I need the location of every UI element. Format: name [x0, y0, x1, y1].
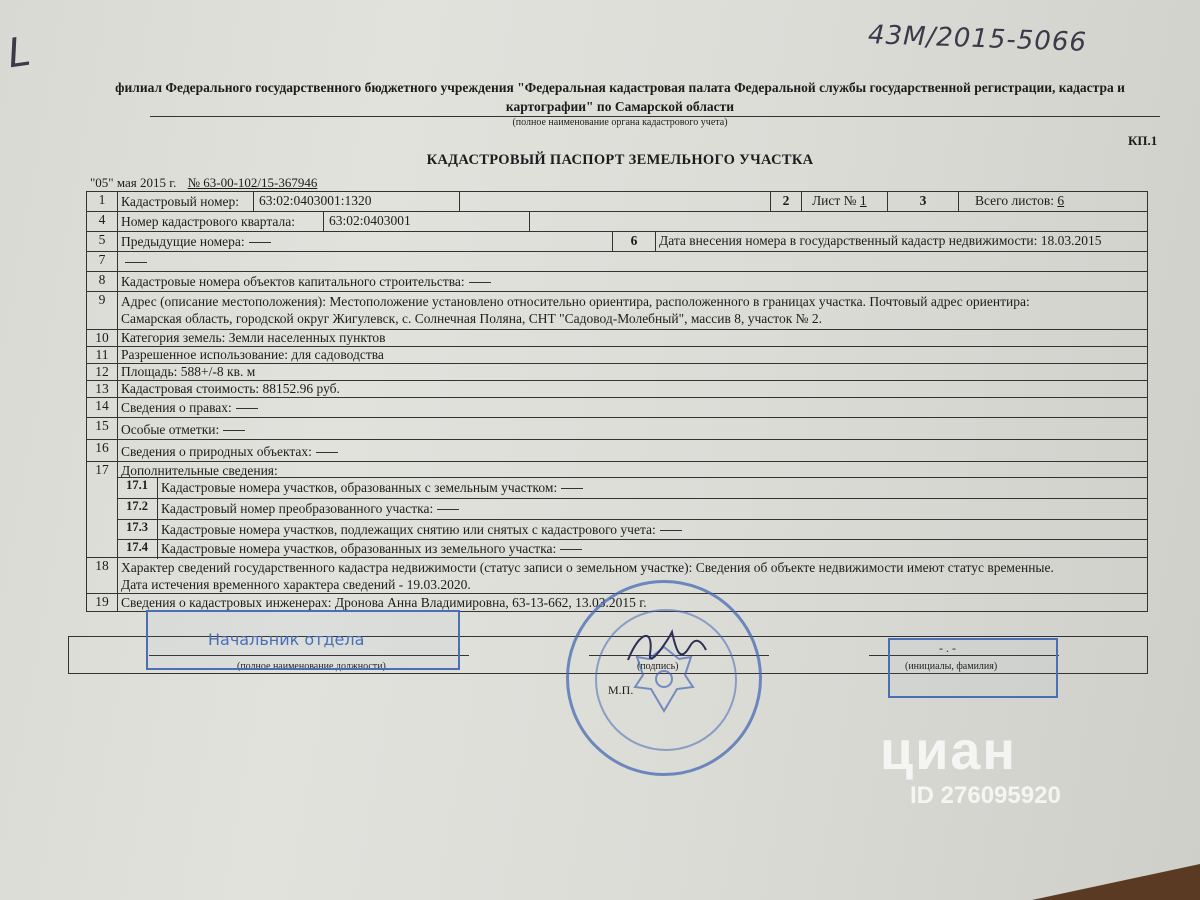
initials: - . -: [939, 641, 956, 655]
sub-row: [117, 539, 1147, 559]
organization-name: филиал Федерального государственного бюджетного учреждения "Федеральная кадастровая палата Федеральной службы государственной регистрации, кадастра и картографии" по Самарской области: [115, 80, 1125, 114]
cadastral-table: [86, 191, 1148, 612]
row-number: 4: [87, 212, 118, 231]
table-row: [87, 272, 1147, 292]
table-row: [87, 212, 1147, 232]
issue-date: "05" мая 2015 г.: [90, 175, 177, 190]
capital-objects-label: Кадастровые номера объектов капитального строительства:: [121, 274, 465, 289]
row-number: 7: [87, 252, 118, 271]
table-row: [87, 558, 1147, 594]
previous-numbers-label: Предыдущие номера:: [121, 234, 245, 249]
empty-value-dash: [561, 488, 583, 489]
signature-caption: (подпись): [637, 661, 679, 672]
sub-row-text: Кадастровые номера участков, образованных из земельного участка:: [161, 541, 557, 556]
empty-value-dash: [125, 262, 147, 263]
sub-row-text: Кадастровые номера участков, образованных с земельным участком:: [161, 480, 558, 495]
special-notes: Особые отметки:: [121, 422, 220, 437]
empty-value-dash: [660, 530, 682, 531]
watermark-id: ID 276095920: [910, 782, 1061, 809]
table-row: [87, 232, 1147, 252]
sub-row: [117, 519, 1147, 540]
empty-value-dash: [236, 408, 258, 409]
row-number: 13: [87, 381, 118, 397]
table-row: [87, 330, 1147, 347]
table-row: [87, 462, 1147, 558]
row-number: 14: [87, 398, 118, 417]
name-caption: (инициалы, фамилия): [905, 661, 998, 672]
table-row: [87, 192, 1147, 212]
organization-caption: (полное наименование органа кадастрового учета): [512, 117, 728, 128]
land-category: Категория земель: Земли населенных пунктов: [121, 330, 386, 345]
table-row: [87, 292, 1147, 330]
document-title: КАДАСТРОВЫЙ ПАСПОРТ ЗЕМЕЛЬНОГО УЧАСТКА: [426, 152, 814, 168]
record-status-line-1: Характер сведений государственного кадастра недвижимости (статус записи о земельном участке): Сведения об объекте недвижимости имеют статус временные.: [121, 560, 1054, 575]
row-number: 8: [87, 272, 118, 291]
additional-info-label: Дополнительные сведения:: [121, 463, 278, 478]
sub-row: [117, 477, 1147, 499]
total-sheets-label: Всего листов:: [975, 193, 1055, 208]
sub-row-number: 17.1: [117, 478, 158, 499]
empty-value-dash: [437, 509, 459, 510]
sheet-label: Лист №: [812, 193, 857, 208]
row-number: 17: [87, 462, 118, 557]
table-row: [87, 398, 1147, 418]
empty-value-dash: [469, 282, 491, 283]
table-row: [87, 252, 1147, 272]
empty-value-dash: [249, 242, 271, 243]
natural-objects: Сведения о природных объектах:: [121, 444, 312, 459]
row-number: 1: [87, 192, 118, 211]
sub-row-number: 17.3: [117, 520, 158, 540]
form-code: КП.1: [1128, 133, 1158, 148]
sub-row-number: 17.4: [117, 540, 158, 559]
name-stamp: [888, 638, 1058, 698]
record-status-line-2: Дата истечения временного характера сведений - 19.03.2020.: [121, 577, 471, 592]
handwritten-registration-number: 43M/2015-5066: [867, 20, 1088, 58]
row-number: 5: [87, 232, 118, 251]
row-number: 2: [770, 192, 802, 211]
cadastral-block-label: Номер кадастрового квартала:: [121, 214, 295, 229]
total-sheets-value: 6: [1057, 193, 1065, 208]
empty-value-dash: [316, 452, 338, 453]
rights-info: Сведения о правах:: [121, 400, 232, 415]
entry-date-text: Дата внесения номера в государственный кадастр недвижимости: 18.03.2015: [659, 233, 1102, 248]
table-row: [87, 381, 1147, 398]
row-number: 12: [87, 364, 118, 380]
address-line-2: Самарская область, городской округ Жигулевск, с. Солнечная Поляна, СНТ "Садовод-Молебный", массив 8, участок № 2.: [121, 311, 823, 326]
sub-row: [117, 498, 1147, 520]
cadastral-number-label: Кадастровый номер:: [121, 194, 240, 209]
area: Площадь: 588+/-8 кв. м: [121, 364, 256, 379]
watermark-brand: циан: [880, 721, 1018, 781]
sub-row-number: 17.2: [117, 499, 158, 520]
cadastral-number-value: 63:02:0403001:1320: [253, 192, 460, 211]
issue-date-line: [90, 175, 317, 191]
position-caption: (полное наименование должности): [237, 661, 386, 672]
row-number: 10: [87, 330, 118, 346]
table-row: [87, 418, 1147, 440]
row-number: 16: [87, 440, 118, 461]
handwritten-mark: L: [4, 28, 34, 78]
row-number: 3: [887, 192, 959, 211]
sheet-number: [812, 192, 867, 210]
row-number: 11: [87, 347, 118, 363]
sheet-value: 1: [859, 193, 867, 208]
row-number: 19: [87, 594, 118, 611]
sub-row-text: Кадастровые номера участков, подлежащих снятию или снятых с кадастрового учета:: [161, 522, 656, 537]
seal-label: М.П.: [608, 683, 634, 697]
permitted-use: Разрешенное использование: для садоводства: [121, 347, 384, 362]
empty-value-dash: [223, 430, 245, 431]
row-number: 18: [87, 558, 118, 593]
row-number: 6: [612, 232, 656, 251]
table-row: [87, 440, 1147, 462]
position-stamp-text: Начальник отдела: [208, 630, 365, 649]
cadastral-engineers: Сведения о кадастровых инженерах: Дронова Анна Владимировна, 63-13-662, 13.03.2015 г.: [121, 595, 647, 610]
address-line-1: Адрес (описание местоположения): Местоположение установлено относительно ориентира, расположенного в границах участка. Почтовый адрес ориентира:: [121, 294, 1030, 309]
sub-row-text: Кадастровый номер преобразованного участка:: [161, 501, 434, 516]
table-row: [87, 364, 1147, 381]
row-number: 9: [87, 292, 118, 329]
row-number: 15: [87, 418, 118, 439]
document-number: № 63-00-102/15-367946: [187, 175, 318, 190]
table-row: [87, 347, 1147, 364]
total-sheets: [975, 192, 1064, 210]
cadastral-block-value: 63:02:0403001: [323, 212, 530, 231]
watermark: [880, 720, 1061, 810]
cadastral-value: Кадастровая стоимость: 88152.96 руб.: [121, 381, 340, 396]
empty-value-dash: [560, 549, 582, 550]
position-stamp: [146, 610, 460, 670]
signature-scribble-icon: [620, 620, 710, 680]
